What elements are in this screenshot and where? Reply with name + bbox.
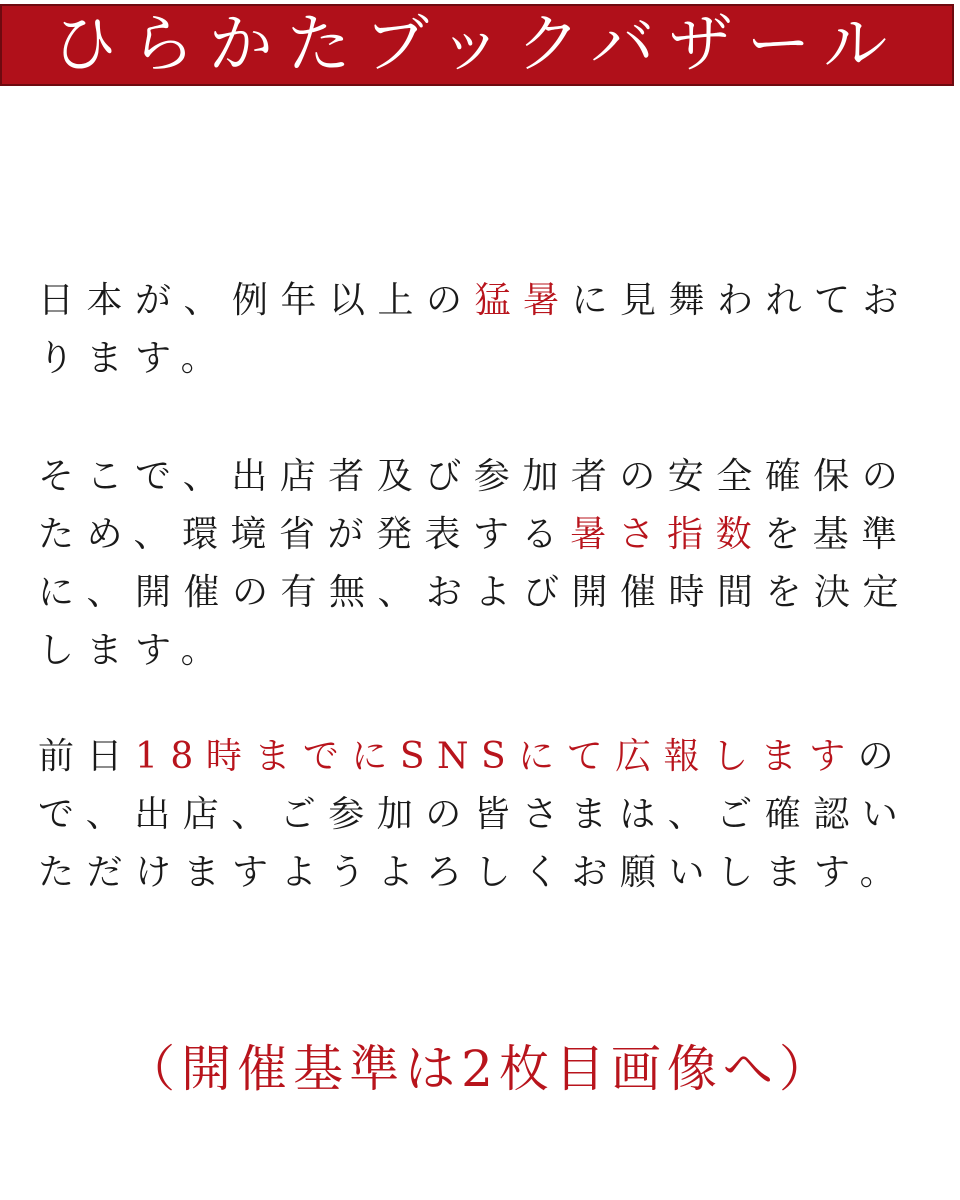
title-banner bbox=[0, 4, 954, 86]
heat-notice-paragraph bbox=[38, 272, 918, 388]
text-segment: の bbox=[857, 736, 907, 777]
text-line bbox=[38, 728, 918, 786]
text-segment: 前日 bbox=[38, 736, 136, 777]
highlight-sns-announcement: 18時までにSNSにて広報します bbox=[135, 736, 858, 777]
text-line: に、開催の有無、および開催時間を決定 bbox=[38, 572, 912, 613]
text-segment: 日本が、例年以上の bbox=[38, 280, 475, 321]
text-line: ります。 bbox=[38, 338, 230, 379]
announcement-paragraph bbox=[38, 728, 918, 902]
text-line bbox=[38, 272, 918, 330]
text-line: そこで、出店者及び参加者の安全確保の bbox=[38, 456, 911, 497]
text-segment: に見舞われてお bbox=[571, 280, 912, 321]
highlight-heatwave: 猛暑 bbox=[474, 280, 572, 321]
text-segment: を基準 bbox=[764, 514, 910, 555]
highlight-heat-index: 暑さ指数 bbox=[570, 514, 765, 555]
text-segment: ため、環境省が発表する bbox=[38, 514, 571, 555]
text-line bbox=[38, 506, 918, 564]
text-line: します。 bbox=[38, 630, 230, 671]
text-line: ただけますようよろしくお願いします。 bbox=[38, 852, 909, 893]
safety-criteria-paragraph bbox=[38, 448, 918, 680]
page-title: ひらかたブックバザール bbox=[52, 8, 902, 82]
criteria-reference-note: （開催基準は2枚目画像へ） bbox=[125, 1040, 835, 1098]
text-line: で、出店、ご参加の皆さまは、ご確認い bbox=[38, 794, 911, 835]
